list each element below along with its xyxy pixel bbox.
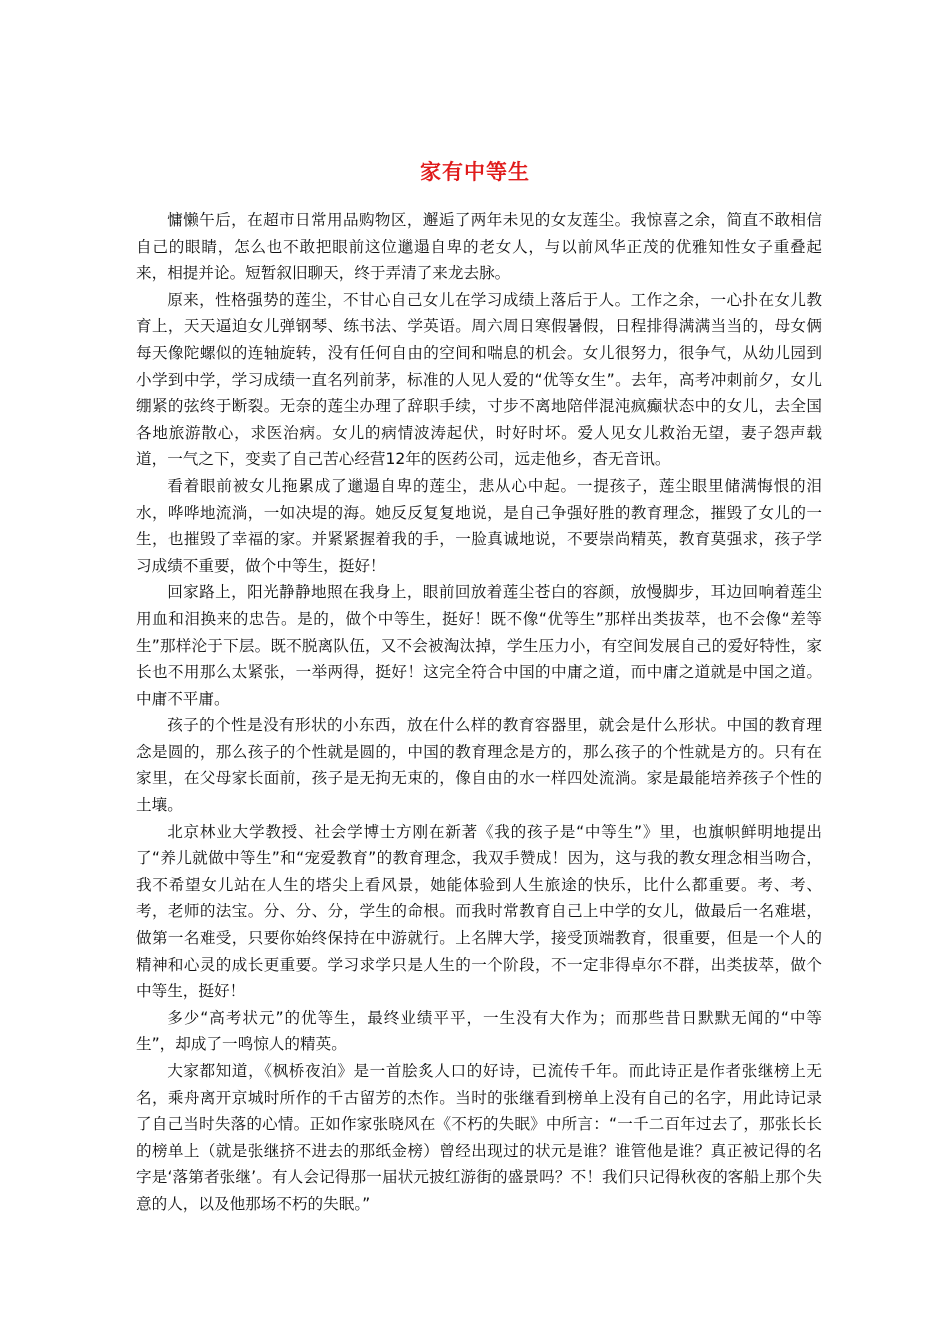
document-title: 家有中等生 bbox=[420, 160, 530, 184]
paragraph-1: 慵懒午后，在超市日常用品购物区，邂逅了两年未见的女友莲尘。我惊喜之余，简直不敢相信自己的眼睛，怎么也不敢把眼前这位邋遢自卑的老女人，与以前风华正茂的优雅知性女子重叠起来，相提并论。短暂叙旧聊天，终于弄清了来龙去脉。 bbox=[136, 211, 822, 283]
paragraph-7: 多少“高考状元”的优等生，最终业绩平平，一生没有大作为；而那些昔日默默无闻的“中等生”，却成了一鸣惊人的精英。 bbox=[136, 1008, 822, 1054]
paragraph-4: 回家路上，阳光静静地照在我身上，眼前回放着莲尘苍白的容颜，放慢脚步，耳边回响着莲尘用血和泪换来的忠告。是的，做个中等生，挺好！既不像“优等生”那样出类拔萃，也不会像“差等生”那样沦于下层。既不脱离队伍，又不会被淘汰掉，学生压力小，有空间发展自己的爱好特性，家长也不用那么太紧张，一举两得，挺好！这完全符合中国的中庸之道，而中庸之道就是中国之道。中庸不平庸。 bbox=[136, 583, 822, 708]
paragraph-8: 大家都知道，《枫桥夜泊》是一首脍炙人口的好诗，已流传千年。而此诗正是作者张继榜上无名，乘舟离开京城时所作的千古留芳的杰作。当时的张继看到榜单上没有自己的名字，用此诗记录了自己当时失落的心情。正如作家张晓风在《不朽的失眠》中所言：“一千二百年过去了，那张长长的榜单上（就是张继挤不进去的那纸金榜）曾经出现过的状元是谁？谁管他是谁？真正被记得的名字是‘落第者张继’。有人会记得那一届状元披红游街的盛景吗？不！我们只记得秋夜的客船上那个失意的人，以及他那场不朽的失眠。” bbox=[136, 1062, 822, 1213]
paragraph-3: 看着眼前被女儿拖累成了邋遢自卑的莲尘，悲从心中起。一提孩子，莲尘眼里储满悔恨的泪水，哗哗地流淌，一如决堤的海。她反反复复地说，是自己争强好胜的教育理念，摧毁了女儿的一生，也摧毁了幸福的家。并紧紧握着我的手，一脸真诚地说，不要崇尚精英，教育莫强求，孩子学习成绩不重要，做个中等生，挺好！ bbox=[136, 476, 822, 575]
paragraph-5: 孩子的个性是没有形状的小东西，放在什么样的教育容器里，就会是什么形状。中国的教育理念是圆的，那么孩子的个性就是圆的，中国的教育理念是方的，那么孩子的个性就是方的。只有在家里，在父母家长面前，孩子是无拘无束的，像自由的水一样四处流淌。家是最能培养孩子个性的土壤。 bbox=[136, 716, 822, 815]
paragraph-6: 北京林业大学教授、社会学博士方刚在新著《我的孩子是“中等生”》里，也旗帜鲜明地提出了“养儿就做中等生”和“宠爱教育”的教育理念，我双手赞成！因为，这与我的教女理念相当吻合，我不希望女儿站在人生的塔尖上看风景，她能体验到人生旅途的快乐，比什么都重要。考、考、考，老师的法宝。分、分、分，学生的命根。而我时常教育自己上中学的女儿，做最后一名难堪，做第一名难受，只要你始终保持在中游就行。上名牌大学，接受顶端教育，很重要，但是一个人的精神和心灵的成长更重要。学习求学只是人生的一个阶段，不一定非得卓尔不群，出类拔萃，做个中等生，挺好！ bbox=[136, 822, 822, 1001]
document-body bbox=[136, 207, 822, 1218]
paragraph-2: 原来，性格强势的莲尘，不甘心自己女儿在学习成绩上落后于人。工作之余，一心扑在女儿教育上，天天逼迫女儿弹钢琴、练书法、学英语。周六周日寒假暑假，日程排得满满当当的，母女俩每天像陀螺似的连轴旋转，没有任何自由的空间和喘息的机会。女儿很努力，很争气，从幼儿园到小学到中学，学习成绩一直名列前茅，标准的人见人爱的“优等女生”。去年，高考冲刺前夕，女儿绷紧的弦终于断裂。无奈的莲尘办理了辞职手续，寸步不离地陪伴混沌疯癫状态中的女儿，去全国各地旅游散心，求医治病。女儿的病情波涛起伏，时好时坏。爱人见女儿救治无望，妻子怨声载道，一气之下，变卖了自己苦心经营12年的医药公司，远走他乡，杳无音讯。 bbox=[136, 290, 822, 469]
